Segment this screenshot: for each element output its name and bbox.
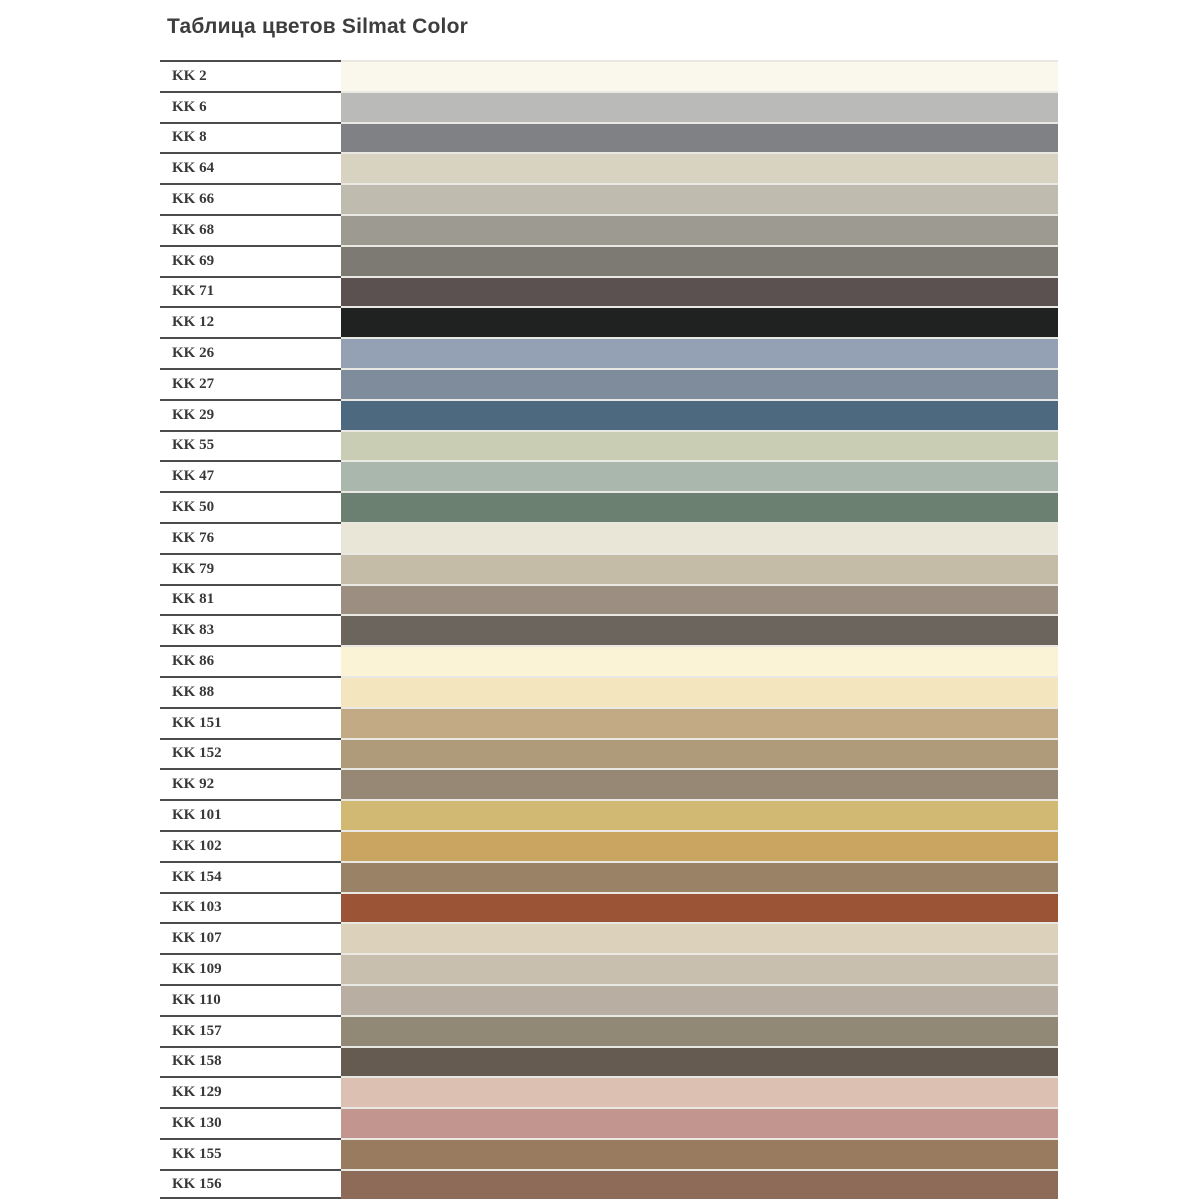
color-code-label: KK 68 — [160, 214, 341, 245]
color-swatch — [341, 1076, 1058, 1107]
table-row — [160, 91, 1058, 122]
table-row — [160, 953, 1058, 984]
color-swatch — [341, 214, 1058, 245]
color-swatch — [341, 368, 1058, 399]
table-row — [160, 1046, 1058, 1077]
color-swatch — [341, 1138, 1058, 1169]
color-swatch — [341, 953, 1058, 984]
table-row — [160, 306, 1058, 337]
color-swatch — [341, 460, 1058, 491]
table-row — [160, 276, 1058, 307]
color-code-label: KK 110 — [160, 984, 341, 1015]
color-code-label: KK 130 — [160, 1107, 341, 1138]
table-row — [160, 368, 1058, 399]
color-code-label: KK 6 — [160, 91, 341, 122]
color-code-label: KK 66 — [160, 183, 341, 214]
color-swatch — [341, 984, 1058, 1015]
table-row — [160, 152, 1058, 183]
color-swatch — [341, 892, 1058, 923]
color-swatch — [341, 830, 1058, 861]
table-row — [160, 430, 1058, 461]
color-code-label: KK 76 — [160, 522, 341, 553]
table-row — [160, 1076, 1058, 1107]
table-row — [160, 984, 1058, 1015]
table-row — [160, 553, 1058, 584]
color-swatch — [341, 60, 1058, 91]
color-swatch — [341, 430, 1058, 461]
table-row — [160, 1138, 1058, 1169]
color-swatch — [341, 707, 1058, 738]
table-row — [160, 614, 1058, 645]
color-code-label: KK 92 — [160, 768, 341, 799]
color-code-label: KK 86 — [160, 645, 341, 676]
page-title: Таблица цветов Silmat Color — [167, 15, 468, 38]
color-swatch — [341, 922, 1058, 953]
color-swatch — [341, 645, 1058, 676]
color-swatch — [341, 676, 1058, 707]
color-code-label: KK 50 — [160, 491, 341, 522]
color-code-label: KK 12 — [160, 306, 341, 337]
color-code-label: KK 156 — [160, 1169, 341, 1200]
color-code-label: KK 2 — [160, 60, 341, 91]
color-swatch — [341, 122, 1058, 153]
color-code-label: KK 26 — [160, 337, 341, 368]
color-code-label: KK 8 — [160, 122, 341, 153]
color-code-label: KK 129 — [160, 1076, 341, 1107]
color-swatch — [341, 799, 1058, 830]
color-swatch — [341, 276, 1058, 307]
table-row — [160, 337, 1058, 368]
color-swatch — [341, 91, 1058, 122]
color-swatch — [341, 522, 1058, 553]
color-swatch — [341, 553, 1058, 584]
color-swatch — [341, 1169, 1058, 1200]
table-row — [160, 214, 1058, 245]
table-row — [160, 60, 1058, 91]
color-swatch — [341, 183, 1058, 214]
table-row — [160, 892, 1058, 923]
table-row — [160, 830, 1058, 861]
color-swatch — [341, 306, 1058, 337]
color-code-label: KK 109 — [160, 953, 341, 984]
table-row — [160, 245, 1058, 276]
color-code-label: KK 69 — [160, 245, 341, 276]
table-row — [160, 922, 1058, 953]
color-code-label: KK 103 — [160, 892, 341, 923]
color-swatch — [341, 337, 1058, 368]
table-row — [160, 707, 1058, 738]
color-swatch — [341, 614, 1058, 645]
table-row — [160, 768, 1058, 799]
color-code-label: KK 152 — [160, 738, 341, 769]
table-row — [160, 584, 1058, 615]
color-code-label: KK 158 — [160, 1046, 341, 1077]
table-row — [160, 1169, 1058, 1200]
table-row — [160, 676, 1058, 707]
color-code-label: KK 29 — [160, 399, 341, 430]
table-row — [160, 1015, 1058, 1046]
color-swatch — [341, 152, 1058, 183]
color-code-label: KK 151 — [160, 707, 341, 738]
color-swatch — [341, 1107, 1058, 1138]
color-swatch — [341, 738, 1058, 769]
table-row — [160, 399, 1058, 430]
table-row — [160, 799, 1058, 830]
table-row — [160, 183, 1058, 214]
color-code-label: KK 83 — [160, 614, 341, 645]
color-code-label: KK 64 — [160, 152, 341, 183]
table-row — [160, 861, 1058, 892]
color-code-label: KK 107 — [160, 922, 341, 953]
color-code-label: KK 71 — [160, 276, 341, 307]
color-code-label: KK 81 — [160, 584, 341, 615]
color-code-label: KK 79 — [160, 553, 341, 584]
color-swatch — [341, 768, 1058, 799]
table-row — [160, 491, 1058, 522]
color-swatch — [341, 1046, 1058, 1077]
color-swatch — [341, 491, 1058, 522]
color-swatch — [341, 399, 1058, 430]
color-swatch — [341, 861, 1058, 892]
table-row — [160, 122, 1058, 153]
table-row — [160, 645, 1058, 676]
color-code-label: KK 157 — [160, 1015, 341, 1046]
color-code-label: KK 55 — [160, 430, 341, 461]
color-code-label: KK 154 — [160, 861, 341, 892]
table-row — [160, 1107, 1058, 1138]
color-swatch — [341, 1015, 1058, 1046]
color-table — [160, 60, 1058, 1199]
table-row — [160, 738, 1058, 769]
color-code-label: KK 101 — [160, 799, 341, 830]
color-code-label: KK 47 — [160, 460, 341, 491]
color-swatch — [341, 584, 1058, 615]
table-row — [160, 460, 1058, 491]
color-code-label: KK 88 — [160, 676, 341, 707]
color-code-label: KK 27 — [160, 368, 341, 399]
table-row — [160, 522, 1058, 553]
color-swatch — [341, 245, 1058, 276]
color-code-label: KK 155 — [160, 1138, 341, 1169]
color-code-label: KK 102 — [160, 830, 341, 861]
